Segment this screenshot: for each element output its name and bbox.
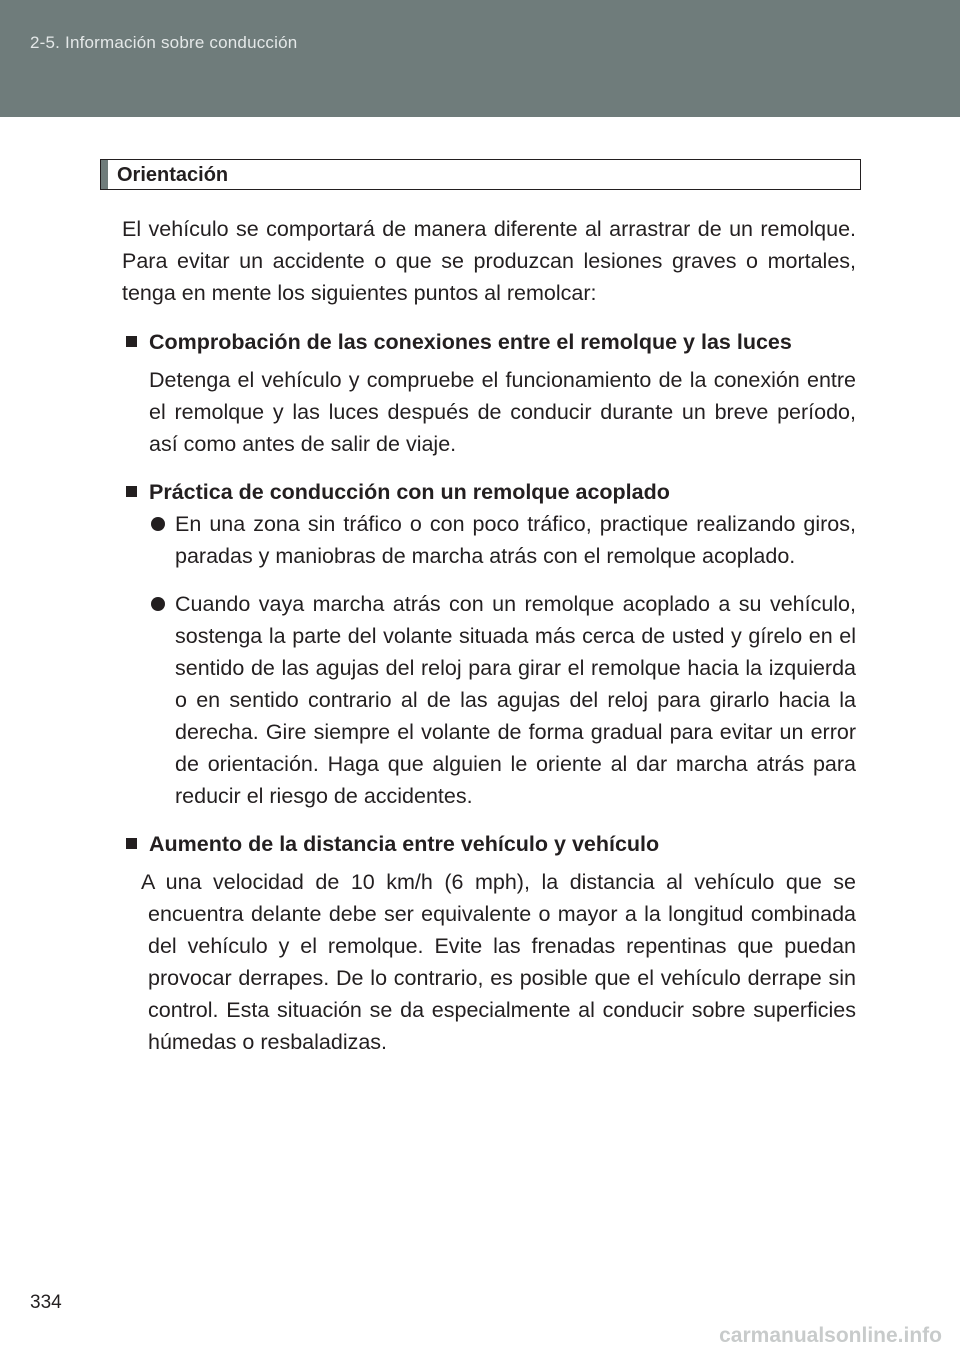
intro-paragraph: El vehículo se comportará de manera diferente al arrastrar de un remolque. Para evitar un accidente o que se produzcan lesiones graves o mortales, tenga en mente los siguientes puntos al remolcar: (122, 217, 856, 305)
section-title: Orientación (117, 164, 229, 186)
square-bullet-icon (126, 838, 137, 849)
page-number: 334 (30, 1292, 62, 1313)
header-band (0, 0, 960, 117)
section-label: 2-5. Información sobre conducción (30, 33, 298, 52)
practice-bullet-1: En una zona sin tráfico o con poco tráfico, practique realizando giros, paradas y maniobras de marcha atrás con el remolque acoplado. (122, 508, 856, 572)
square-bullet-icon (126, 336, 137, 347)
practice-bullet-2: Cuando vaya marcha atrás con un remolque acoplado a su vehículo, sostenga la parte del volante situada más cerca de usted y gírelo en el sentido de las agujas del reloj para girar el remolque hacia la izquierda o en sentido contrario al de las agujas del reloj para girarlo hacia la derecha. Gire siempre el volante de forma gradual para evitar un error de orientación. Haga que alguien le oriente al dar marcha atrás para reducir el riesgo de accidentes. (122, 588, 856, 812)
subheading-distance: Aumento de la distancia entre vehículo y vehículo (122, 828, 856, 860)
section-title-box (100, 159, 861, 190)
section-title-accent (101, 160, 108, 189)
round-bullet-icon (151, 597, 165, 611)
distance-body: A una velocidad de 10 km/h (6 mph), la distancia al vehículo que se encuentra delante debe ser equivalente o mayor a la longitud combinada del vehículo y el remolque. Evite las frenadas repentinas que puedan provocar derrapes. De lo contrario, es posible que el vehículo derrape sin control. Esta situación se da especialmente al conducir sobre superficies húmedas o resbaladizas. (141, 870, 856, 1054)
connections-body: Detenga el vehículo y compruebe el funcionamiento de la conexión entre el remolque y las luces después de conducir durante un breve período, así como antes de salir de viaje. (149, 368, 856, 456)
page-content (122, 213, 856, 1058)
subheading-connections: Comprobación de las conexiones entre el remolque y las luces (122, 326, 856, 358)
round-bullet-icon (151, 517, 165, 531)
square-bullet-icon (126, 486, 137, 497)
subheading-practice: Práctica de conducción con un remolque acoplado (122, 476, 856, 508)
watermark: carmanualsonline.info (719, 1324, 942, 1347)
